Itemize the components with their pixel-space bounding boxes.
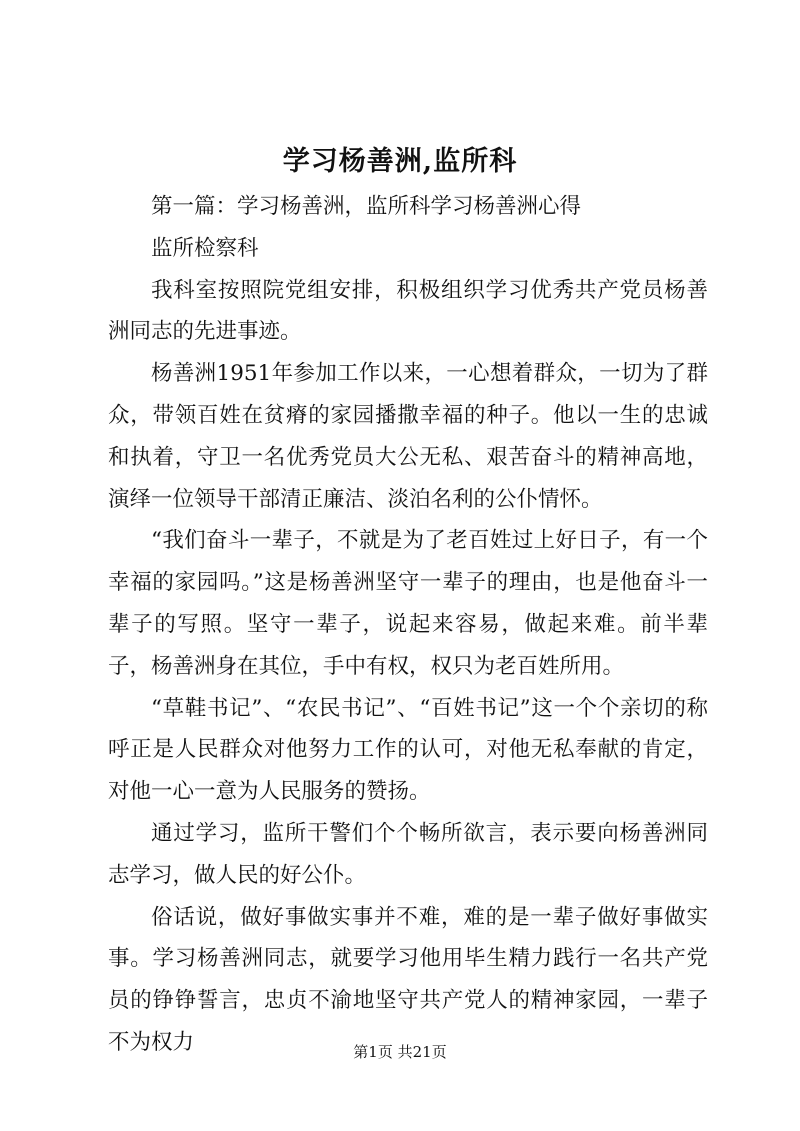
paragraph: “草鞋书记”、“农民书记”、“百姓书记”这一个个亲切的称呼正是人民群众对他努力工作的认可，对他无私奉献的肯定，对他一心一意为人民服务的赞扬。: [108, 695, 708, 805]
paragraph-department: 监所检察科: [151, 235, 259, 261]
paragraph: 杨善洲1951年参加工作以来，一心想着群众，一切为了群众，带领百姓在贫瘠的家园播撒幸福的种子。他以一生的忠诚和执着，守卫一名优秀党员大公无私、艰苦奋斗的精神高地，演绎一位领导干部清正廉洁、淡泊名利的公仆情怀。: [108, 361, 708, 512]
paragraph: “我们奋斗一辈子，不就是为了老百姓过上好日子，有一个幸福的家园吗。”这是杨善洲坚守一辈子的理由，也是他奋斗一辈子的写照。坚守一辈子，说起来容易，做起来难。前半辈子，杨善洲身在其位，手中有权，权只为老百姓所用。: [108, 528, 708, 679]
paragraph: 我科室按照院党组安排，积极组织学习优秀共产党员杨善洲同志的先进事迹。: [108, 277, 708, 345]
paragraph: 俗话说，做好事做实事并不难，难的是一辈子做好事做实事。学习杨善洲同志，就要学习他用毕生精力践行一名共产党员的铮铮誓言，忠贞不渝地坚守共产党人的精神家园，一辈子不为权力: [108, 904, 708, 1055]
document-title: 学习杨善洲,监所科: [282, 146, 518, 177]
paragraph: 通过学习，监所干警们个个畅所欲言，表示要向杨善洲同志学习，做人民的好公仆。: [108, 820, 708, 888]
document-body: [108, 186, 708, 1064]
page-number-footer: 第1页 共21页: [353, 1043, 447, 1061]
paragraph-heading: 第一篇：学习杨善洲，监所科学习杨善洲心得: [151, 194, 582, 219]
